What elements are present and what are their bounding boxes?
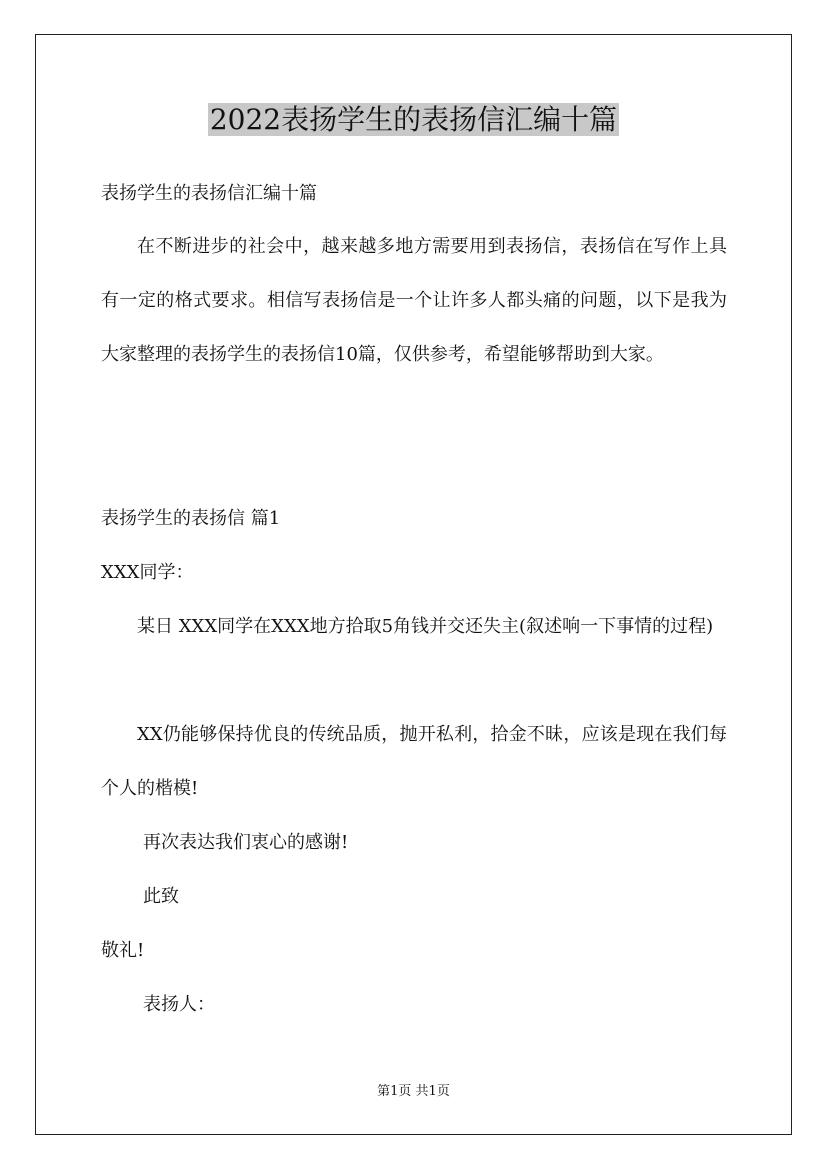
section-heading: 表扬学生的表扬信 篇1 [101, 508, 281, 529]
document-title [0, 100, 827, 140]
closing-jing-li: 敬礼! [101, 940, 145, 961]
document-title-text: 2022表扬学生的表扬信汇编十篇 [209, 103, 618, 136]
document-subtitle: 表扬学生的表扬信汇编十篇 [101, 183, 317, 204]
signature-line: 表扬人： [143, 994, 215, 1015]
intro-paragraph: 在不断进步的社会中，越来越多地方需要用到表扬信，表扬信在写作上具有一定的格式要求。相信写表扬信是一个让许多人都头痛的问题，以下是我为大家整理的表扬学生的表扬信10篇，仅供参考，希望能够帮助到大家。 [101, 236, 727, 365]
closing-ci-zhi: 此致 [143, 886, 179, 907]
page-footer: 第1页 共1页 [377, 1084, 450, 1099]
body-paragraph-2: XX仍能够保持优良的传统品质，抛开私利，拾金不昧，应该是现在我们每个人的楷模! [101, 724, 727, 799]
body-paragraph-1: 某日 XXX同学在XXX地方拾取5角钱并交还失主(叙述响一下事情的过程) [137, 616, 714, 637]
thanks-line: 再次表达我们衷心的感谢! [143, 832, 349, 853]
salutation: XXX同学： [101, 562, 194, 583]
